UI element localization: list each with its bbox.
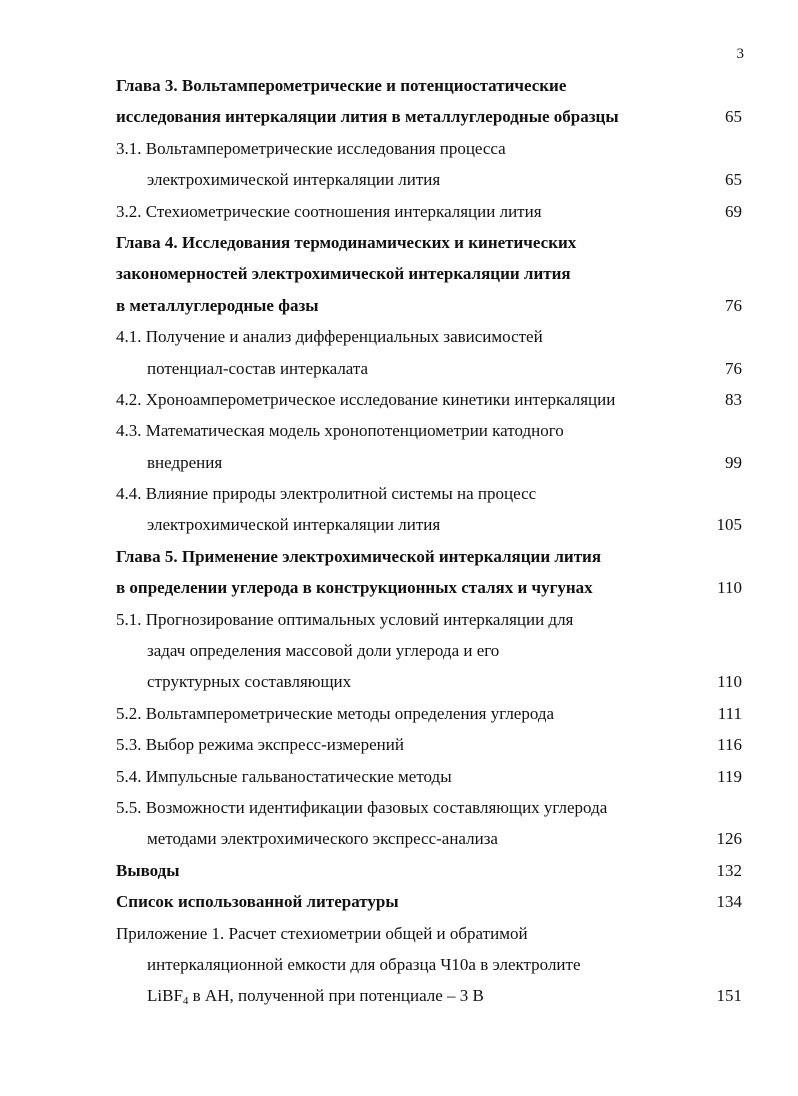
- toc-entry-text: электрохимической интеркаляции лития: [147, 170, 441, 190]
- toc-entry: [116, 698, 742, 729]
- toc-entry: [116, 164, 742, 195]
- toc-entry-page: 69: [725, 201, 742, 221]
- toc-entry-page: 65: [725, 107, 742, 127]
- toc-entry-text: в определении углерода в конструкционных сталях и чугунах: [116, 578, 593, 598]
- toc-entry-text: 5.4. Импульсные гальваностатические методы: [116, 766, 452, 786]
- toc-entry: [116, 918, 742, 949]
- toc-entry: [116, 666, 742, 697]
- toc-entry-page: 83: [725, 389, 742, 409]
- toc-entry-text: 5.3. Выбор режима экспресс-измерений: [116, 735, 404, 755]
- toc-entry: [116, 133, 742, 164]
- formula-prefix: LiBF: [147, 986, 183, 1006]
- toc-entry-text: Приложение 1. Расчет стехиометрии общей и обратимой: [116, 923, 528, 943]
- toc-entry-text: закономерностей электрохимической интеркаляции лития: [116, 264, 571, 284]
- toc-entry-text: 4.1. Получение и анализ дифференциальных зависимостей: [116, 327, 543, 347]
- toc-entry: [116, 823, 742, 854]
- toc-entry-text: электрохимической интеркаляции лития: [147, 515, 441, 535]
- toc-entry-page: 116: [717, 735, 742, 755]
- toc-entry-text: интеркаляционной емкости для образца Ч10а в электролите: [147, 954, 581, 974]
- toc-entry-text: 4.2. Хроноамперометрическое исследование кинетики интеркаляции: [116, 389, 616, 409]
- toc-entry-page: 65: [725, 170, 742, 190]
- toc-entry: [116, 509, 742, 540]
- toc-entry-page: 126: [716, 829, 742, 849]
- toc-entry: [116, 980, 742, 1011]
- toc-entry-text: потенциал-состав интеркалата: [147, 358, 369, 378]
- toc-entry: [116, 572, 742, 603]
- toc-entry: [116, 196, 742, 227]
- toc-entry-text: 4.3. Математическая модель хронопотенциометрии катодного: [116, 421, 564, 441]
- toc-entry: [116, 949, 742, 980]
- toc-entry-page: 76: [725, 358, 742, 378]
- toc-entry-text: внедрения: [147, 452, 223, 472]
- toc-entry: [116, 384, 742, 415]
- toc-entry-text: 3.1. Вольтамперометрические исследования процесса: [116, 138, 506, 158]
- toc-entry: [116, 70, 742, 101]
- toc-entry-text: задач определения массовой доли углерода и его: [147, 641, 500, 661]
- toc-entry-text: методами электрохимического экспресс-анализа: [147, 829, 498, 849]
- toc-entry-page: 111: [717, 703, 742, 723]
- toc-entry: [116, 541, 742, 572]
- table-of-contents: [116, 70, 742, 1012]
- toc-entry: [116, 290, 742, 321]
- toc-entry-text: Список использованной литературы: [116, 892, 399, 912]
- toc-entry-page: 110: [717, 578, 742, 598]
- toc-entry: [116, 792, 742, 823]
- toc-entry-text: 3.2. Стехиометрические соотношения интеркаляции лития: [116, 201, 542, 221]
- toc-entry-text: в металлуглеродные фазы: [116, 295, 319, 315]
- toc-entry-page: 134: [716, 892, 742, 912]
- toc-entry-page: 105: [716, 515, 742, 535]
- toc-entry-page: 99: [725, 452, 742, 472]
- toc-entry-text: 4.4. Влияние природы электролитной системы на процесс: [116, 484, 537, 504]
- toc-entry: [116, 635, 742, 666]
- toc-entry: [116, 886, 742, 917]
- toc-entry-text: 5.2. Вольтамперометрические методы определения углерода: [116, 703, 555, 723]
- toc-entry: [116, 321, 742, 352]
- toc-entry-page: 110: [717, 672, 742, 692]
- toc-entry: [116, 729, 742, 760]
- toc-entry-text: 5.1. Прогнозирование оптимальных условий интеркаляции для: [116, 609, 574, 629]
- toc-entry-text: Глава 4. Исследования термодинамических и кинетических: [116, 232, 577, 252]
- toc-entry-text: 5.5. Возможности идентификации фазовых составляющих углерода: [116, 797, 608, 817]
- formula-subscript: 4: [182, 995, 189, 1008]
- toc-entry-page: 132: [716, 860, 742, 880]
- toc-entry: [116, 478, 742, 509]
- toc-entry-text: Глава 3. Вольтамперометрические и потенциостатические: [116, 76, 567, 95]
- page-number: 3: [736, 46, 744, 62]
- toc-entry-text: структурных составляющих: [147, 672, 352, 692]
- toc-entry-page: 119: [717, 766, 742, 786]
- toc-entry: [116, 855, 742, 886]
- toc-entry: [116, 447, 742, 478]
- toc-entry-text: исследования интеркаляции лития в металлуглеродные образцы: [116, 107, 619, 127]
- toc-entry-page: 151: [716, 986, 742, 1006]
- toc-entry: [116, 415, 742, 446]
- toc-entry-text: [147, 986, 484, 1008]
- toc-entry-page: 76: [725, 295, 742, 315]
- toc-entry: [116, 258, 742, 289]
- toc-entry: [116, 227, 742, 258]
- toc-entry: [116, 761, 742, 792]
- toc-entry: [116, 604, 742, 635]
- toc-entry: [116, 101, 742, 132]
- formula-suffix: в АН, полученной при потенциале – 3 В: [188, 986, 484, 1006]
- toc-entry-text: Глава 5. Применение электрохимической интеркаляции лития: [116, 546, 602, 566]
- toc-entry: [116, 353, 742, 384]
- toc-entry-text: Выводы: [116, 860, 180, 880]
